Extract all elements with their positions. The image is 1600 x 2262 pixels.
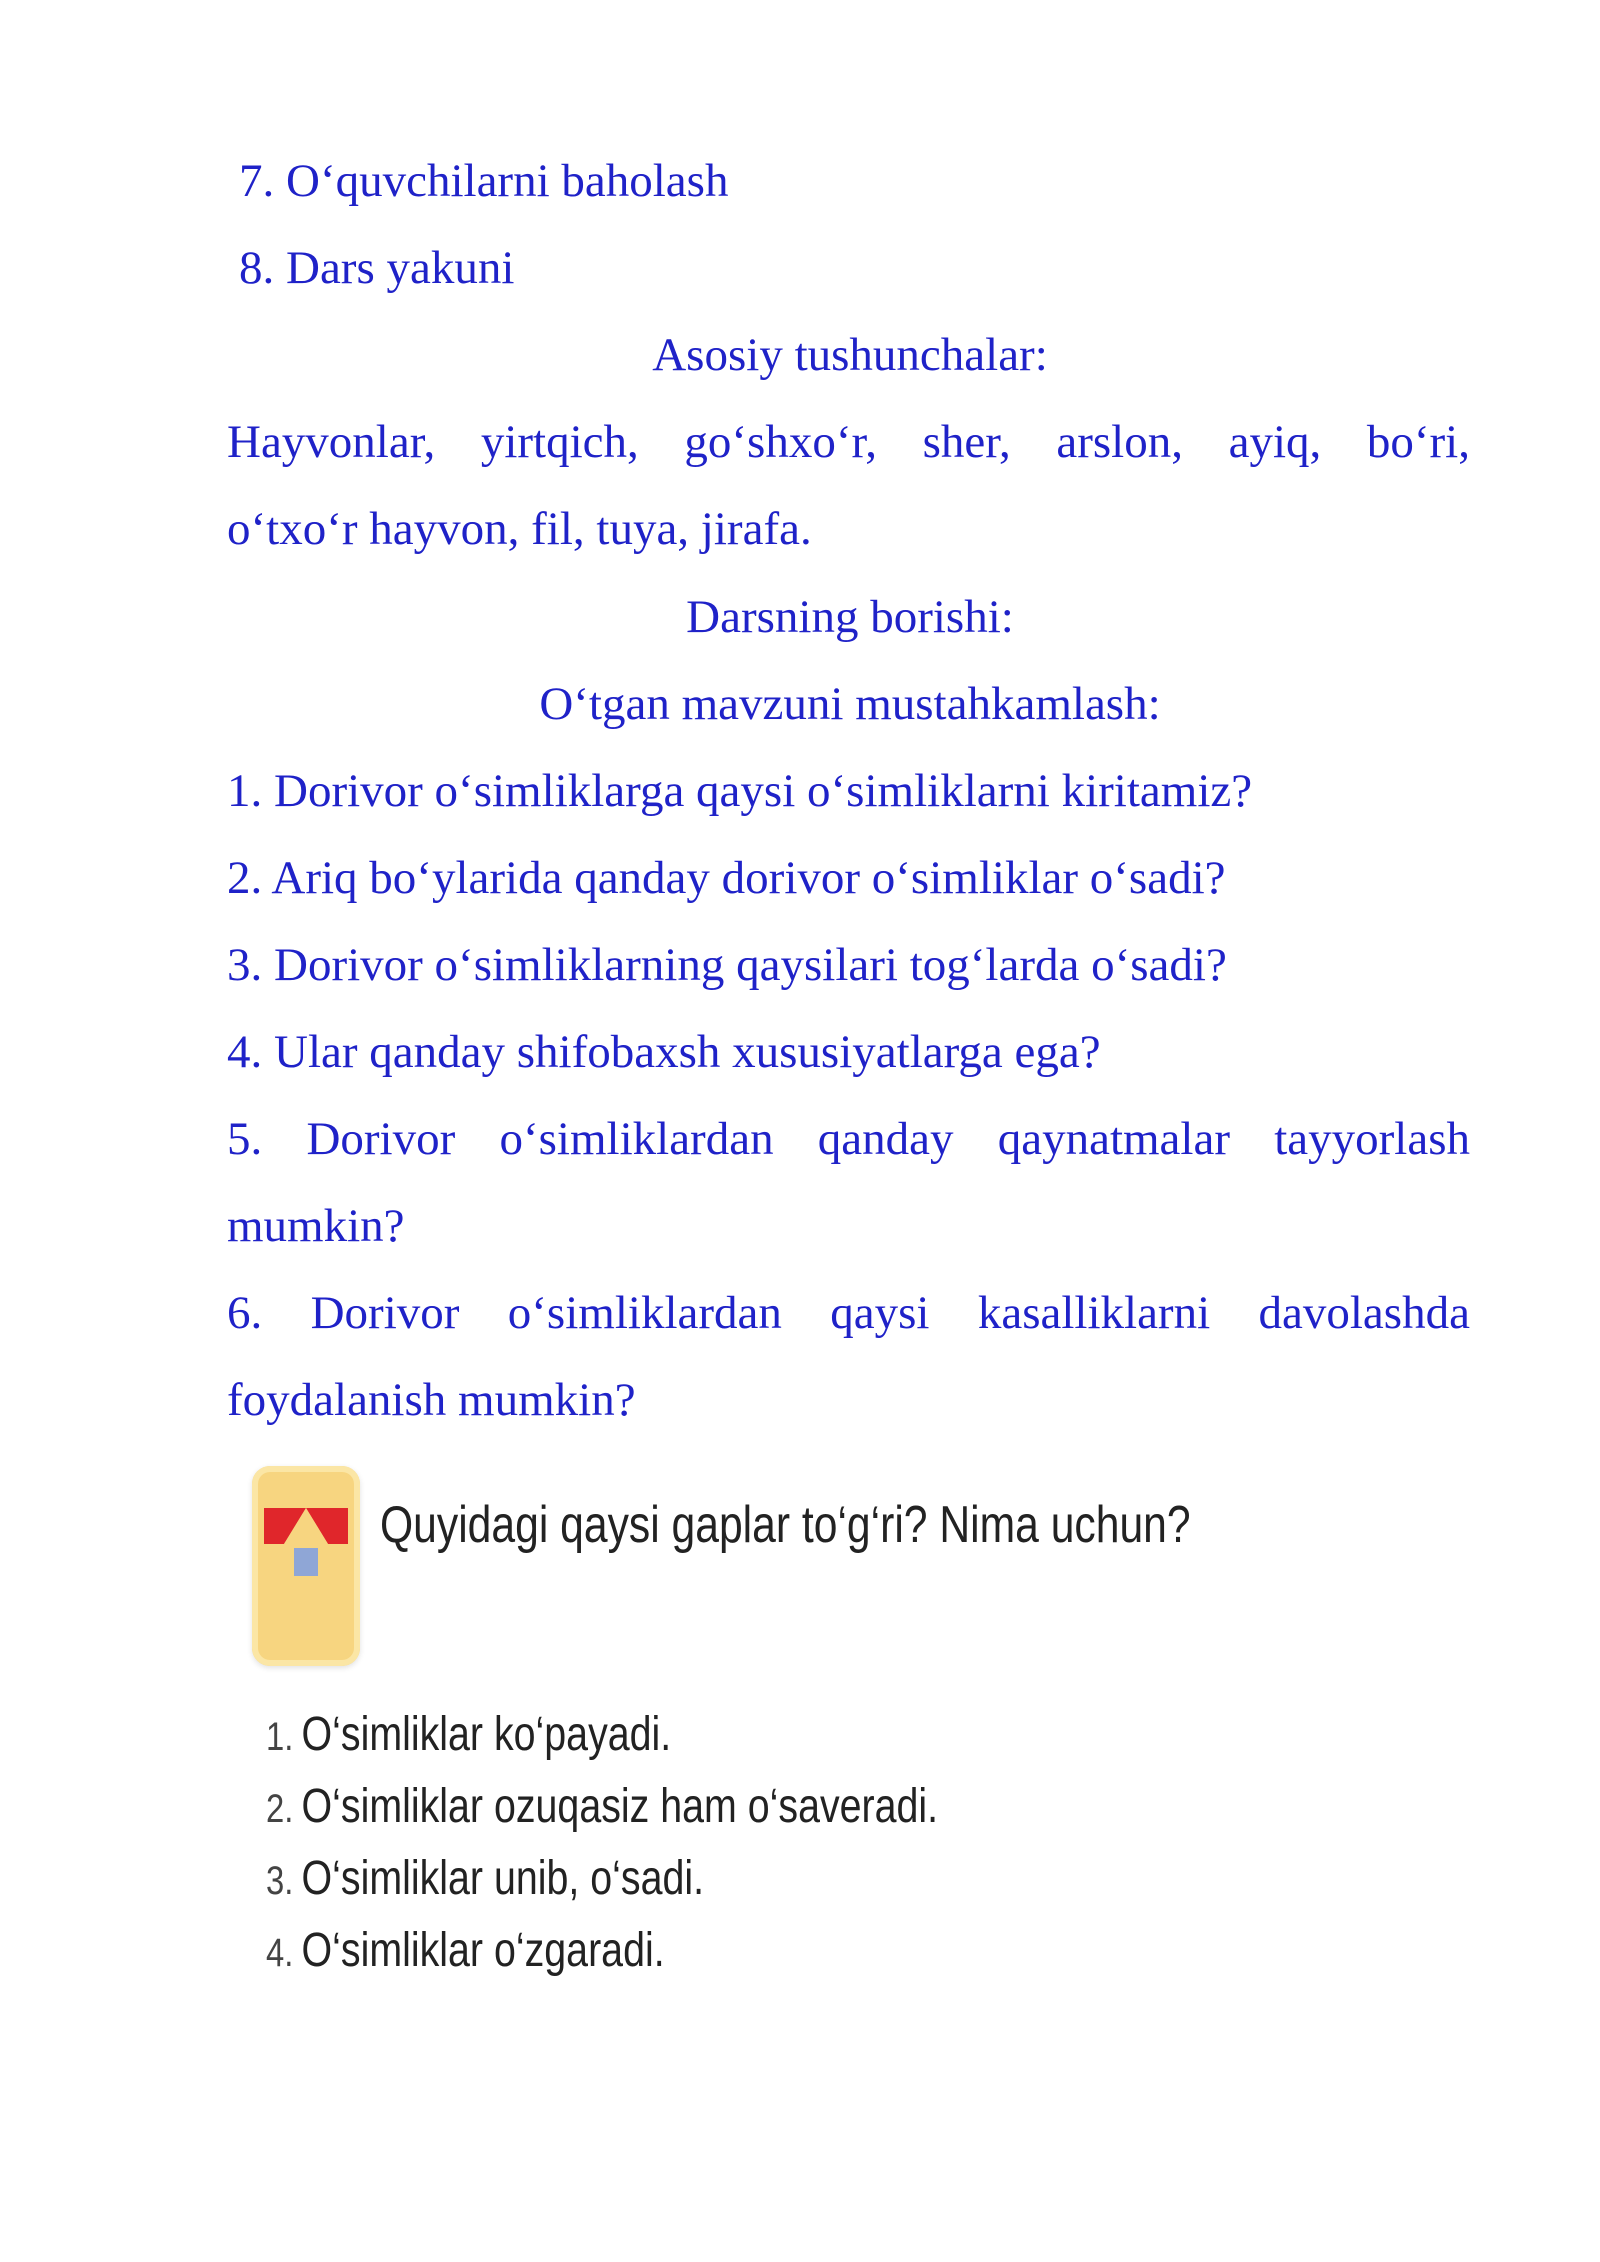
question-word: o‘simliklardan — [499, 1113, 774, 1165]
question-6-line-2: foydalanish mumkin? — [227, 1374, 636, 1426]
textbook-excerpt — [230, 1460, 1230, 2020]
question-word: tayyorlash — [1274, 1113, 1470, 1165]
exercise-title: Quyidagi qaysi gaplar to‘g‘ri? Nima uchun? — [380, 1496, 1191, 1554]
question-4: 4. Ular qanday shifobaxsh xususiyatlarga ega? — [227, 1026, 1101, 1078]
concept-word: ayiq, — [1228, 416, 1322, 468]
key-concepts-line-2: o‘txo‘r hayvon, fil, tuya, jirafa. — [227, 503, 812, 555]
concept-word: bo‘ri, — [1366, 416, 1470, 468]
lesson-flow-subheading: O‘tgan mavzuni mustahkamlash: — [539, 678, 1161, 730]
question-word: 6. — [227, 1287, 263, 1339]
question-word: qaynatmalar — [997, 1113, 1230, 1165]
question-6-line-1 — [227, 1270, 1470, 1357]
plan-item-8: 8. Dars yakuni — [239, 242, 515, 294]
exercise-list — [266, 1700, 1086, 1988]
key-concepts-line-1 — [227, 399, 1470, 486]
plan-item-7: 7. O‘quvchilarni baholash — [239, 155, 729, 207]
lesson-flow-heading: Darsning borishi: — [686, 591, 1014, 643]
question-word: kasalliklarni — [977, 1287, 1211, 1339]
question-3: 3. Dorivor o‘simliklarning qaysilari tog‘larda o‘sadi? — [227, 939, 1227, 991]
concept-word: sher, — [922, 416, 1011, 468]
concept-word: yirtqich, — [480, 416, 639, 468]
concept-word: Hayvonlar, — [227, 416, 436, 468]
list-item: 3. O‘simliklar unib, o‘sadi. — [266, 1852, 705, 1905]
question-word: Dorivor — [306, 1113, 456, 1165]
question-word: davolashda — [1258, 1287, 1470, 1339]
house-icon — [252, 1466, 360, 1666]
question-5-line-2: mumkin? — [227, 1200, 405, 1252]
list-item: 2. O‘simliklar ozuqasiz ham o‘saveradi. — [266, 1780, 939, 1833]
list-item: 1. O‘simliklar ko‘payadi. — [266, 1708, 672, 1761]
key-concepts-heading: Asosiy tushunchalar: — [652, 329, 1048, 381]
question-word: 5. — [227, 1113, 263, 1165]
concept-word: go‘shxo‘r, — [684, 416, 877, 468]
concept-word: arslon, — [1056, 416, 1183, 468]
question-word: Dorivor — [310, 1287, 460, 1339]
list-item: 4. O‘simliklar o‘zgaradi. — [266, 1924, 665, 1977]
question-5-line-1 — [227, 1096, 1470, 1183]
question-word: qanday — [817, 1113, 954, 1165]
question-2: 2. Ariq bo‘ylarida qanday dorivor o‘simliklar o‘sadi? — [227, 852, 1226, 904]
question-1: 1. Dorivor o‘simliklarga qaysi o‘simliklarni kiritamiz? — [227, 765, 1253, 817]
question-word: o‘simliklardan — [507, 1287, 782, 1339]
question-word: qaysi — [830, 1287, 930, 1339]
